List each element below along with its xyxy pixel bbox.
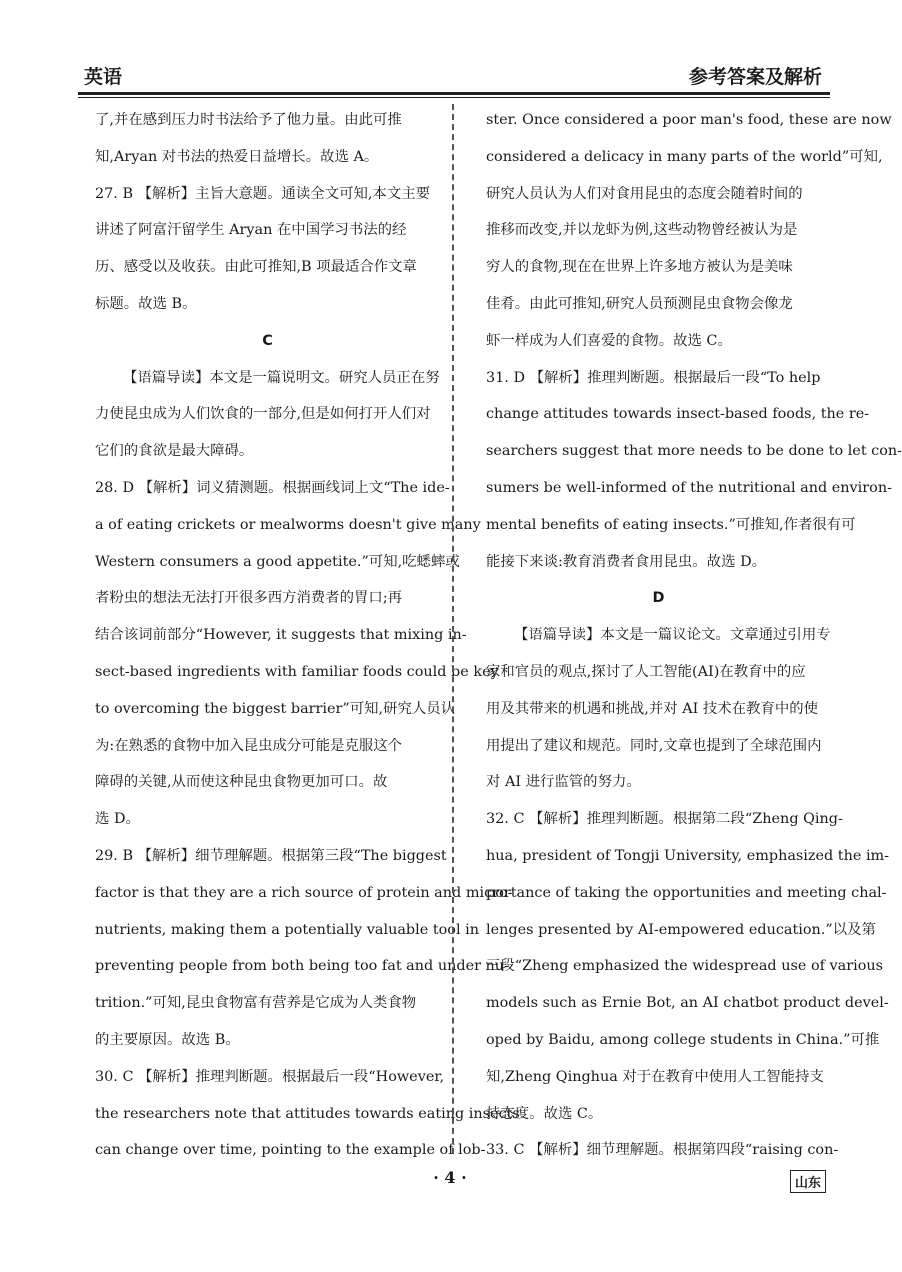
- column-divider: [452, 104, 454, 1154]
- text-line: factor is that they are a rich source of protein and micro-: [95, 884, 513, 901]
- text-line: the researchers note that attitudes towards eating insects: [95, 1105, 520, 1122]
- section-heading: C: [262, 332, 273, 349]
- text-line: 29. B 【解析】细节理解题。根据第三段“The biggest: [95, 847, 447, 864]
- text-line: 用提出了建议和规范。同时,文章也提到了全球范围内: [486, 737, 822, 754]
- text-line: oped by Baidu, among college students in China.”可推: [486, 1031, 880, 1048]
- text-line: 的主要原因。故选 B。: [95, 1031, 240, 1048]
- text-line: can change over time, pointing to the example of lob-: [95, 1142, 486, 1159]
- text-line: portance of taking the opportunities and meeting chal-: [486, 884, 887, 901]
- region-tag: 山东: [790, 1170, 826, 1193]
- text-line: 【语篇导读】本文是一篇说明文。研究人员正在努: [123, 369, 440, 386]
- header-rule-thick: [78, 92, 830, 95]
- text-line: change attitudes towards insect-based foods, the re-: [486, 406, 870, 423]
- text-line: 讲述了阿富汗留学生 Aryan 在中国学习书法的经: [95, 222, 407, 239]
- text-line: 知,Zheng Qinghua 对于在教育中使用人工智能持支: [486, 1068, 824, 1085]
- page-number: · 4 ·: [433, 1168, 467, 1187]
- text-line: nutrients, making them a potentially valuable tool in: [95, 921, 479, 938]
- text-line: 【语篇导读】本文是一篇议论文。文章通过引用专: [514, 627, 831, 644]
- text-line: considered a delicacy in many parts of the world”可知,: [486, 148, 883, 165]
- text-line: 了,并在感到压力时书法给予了他力量。由此可推: [95, 112, 402, 128]
- text-line: ster. Once considered a poor man's food, these are now: [486, 112, 892, 128]
- text-line: 推移而改变,并以龙虾为例,这些动物曾经被认为是: [486, 222, 798, 239]
- text-line: hua, president of Tongji University, emphasized the im-: [486, 847, 890, 864]
- text-line: 历、感受以及收获。由此可推知,B 项最适合作文章: [95, 259, 417, 276]
- text-line: mental benefits of eating insects.”可推知,作者很有可: [486, 516, 856, 533]
- header-rule-thin: [78, 97, 830, 98]
- text-line: 选 D。: [95, 811, 140, 828]
- text-line: 虾一样成为人们喜爱的食物。故选 C。: [486, 332, 732, 349]
- text-line: 为:在熟悉的食物中加入昆虫成分可能是克服这个: [95, 737, 403, 754]
- text-line: 穷人的食物,现在在世界上许多地方被认为是美味: [486, 259, 793, 276]
- text-line: 用及其带来的机遇和挑战,并对 AI 技术在教育中的使: [486, 700, 819, 717]
- text-line: sumers be well-informed of the nutritional and environ-: [486, 479, 892, 496]
- subject-label: 英语: [84, 66, 123, 88]
- page-header: [78, 60, 830, 94]
- text-line: 障碍的关键,从而使这种昆虫食物更加可口。故: [95, 774, 388, 791]
- text-line: 28. D 【解析】词义猜测题。根据画线词上文“The ide-: [95, 479, 450, 496]
- text-line: 30. C 【解析】推理判断题。根据最后一段“However,: [95, 1068, 445, 1085]
- left-column: [95, 102, 520, 1169]
- text-line: a of eating crickets or mealworms doesn't give many: [95, 516, 481, 533]
- text-line: 31. D 【解析】推理判断题。根据最后一段“To help: [486, 369, 821, 386]
- text-line: 者粉虫的想法无法打开很多西方消费者的胃口;再: [95, 590, 403, 607]
- text-line: 知,Aryan 对书法的热爱日益增长。故选 A。: [95, 148, 379, 165]
- text-line: 能接下来谈:教育消费者食用昆虫。故选 D。: [486, 553, 766, 570]
- text-line: 27. B 【解析】主旨大意题。通读全文可知,本文主要: [95, 185, 430, 202]
- text-line: 32. C 【解析】推理判断题。根据第二段“Zheng Qing-: [486, 811, 843, 828]
- text-line: Western consumers a good appetite.”可知,吃蟋蟀或: [95, 553, 460, 570]
- text-line: preventing people from both being too fat and under nu-: [95, 958, 509, 975]
- text-line: 三段“Zheng emphasized the widespread use of various: [486, 958, 884, 975]
- text-line: 力使昆虫成为人们饮食的一部分,但是如何打开人们对: [95, 406, 431, 423]
- right-column: [486, 102, 902, 1169]
- text-line: 研究人员认为人们对食用昆虫的态度会随着时间的: [486, 185, 803, 202]
- text-line: 对 AI 进行监管的努力。: [486, 774, 641, 791]
- text-line: 持态度。故选 C。: [486, 1105, 603, 1122]
- text-line: to overcoming the biggest barrier”可知,研究人员认: [95, 700, 456, 717]
- text-line: 家和官员的观点,探讨了人工智能(AI)在教育中的应: [486, 663, 806, 680]
- text-line: 结合该词前部分“However, it suggests that mixing in-: [95, 627, 467, 644]
- text-line: 33. C 【解析】细节理解题。根据第四段“raising con-: [486, 1142, 839, 1159]
- section-title: 参考答案及解析: [688, 66, 822, 88]
- text-line: lenges presented by AI-empowered education.”以及第: [486, 921, 876, 938]
- text-line: models such as Ernie Bot, an AI chatbot product devel-: [486, 995, 889, 1012]
- text-line: 佳肴。由此可推知,研究人员预测昆虫食物会像龙: [486, 295, 793, 312]
- text-line: searchers suggest that more needs to be done to let con-: [486, 443, 902, 460]
- text-line: sect-based ingredients with familiar foods could be key: [95, 663, 499, 680]
- text-line: 标题。故选 B。: [95, 295, 197, 312]
- text-line: trition.”可知,昆虫食物富有营养是它成为人类食物: [95, 995, 417, 1012]
- text-line: 它们的食欲是最大障碍。: [95, 443, 254, 460]
- section-heading: D: [652, 590, 665, 607]
